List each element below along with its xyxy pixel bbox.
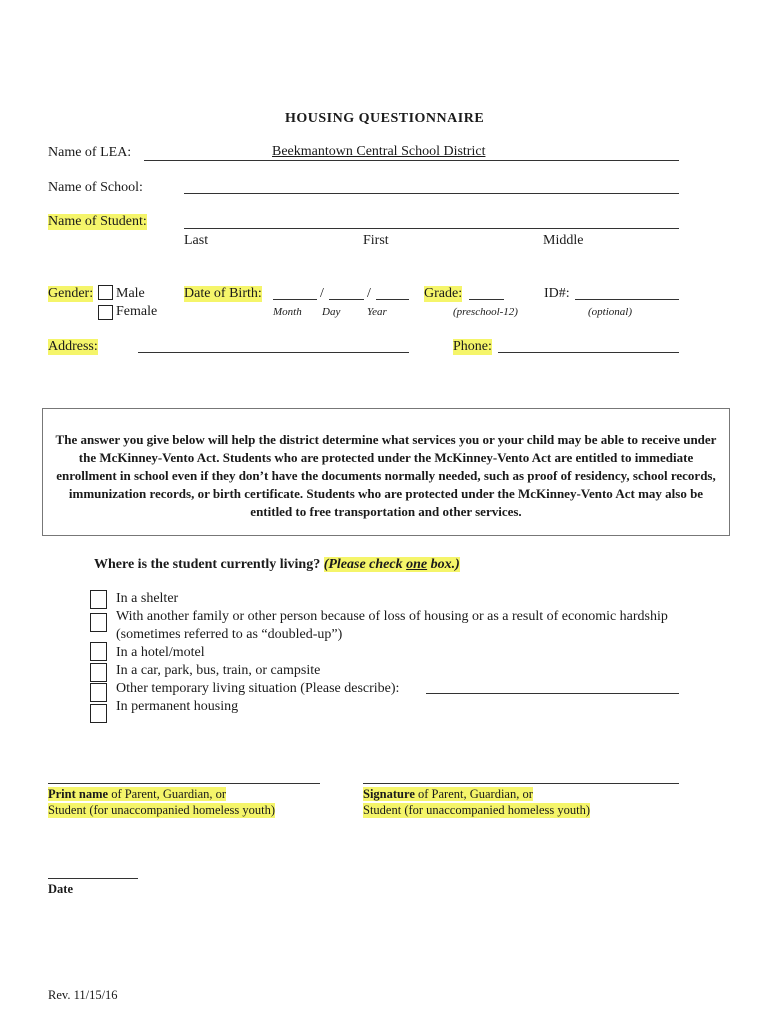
- student-field-line[interactable]: [184, 228, 679, 229]
- option-doubled-up: With another family or other person because of loss of housing or as a result of economic hardship: [116, 609, 668, 624]
- student-label: Name of Student:: [48, 214, 147, 229]
- living-question: [94, 557, 460, 573]
- dob-separator: /: [367, 286, 371, 301]
- instruction-part: (Please check: [323, 557, 407, 572]
- address-field-line[interactable]: [138, 352, 409, 353]
- notice-text: The answer you give below will help the district determine what services you or your child may be able to receive under the McKinney-Vento Act. Students who are protected under the McKinney-Vento Act are entitled to immediate enrollment in school even if they don’t have the documents normally needed, such as proof of residency, school records, immunization records, or birth certificate. Students who are protected under the McKinney-Vento Act may also be entitled to free transportation and other services.: [55, 432, 717, 519]
- notice-box: [42, 408, 730, 536]
- page-title: HOUSING QUESTIONNAIRE: [285, 111, 485, 126]
- grade-hint: (preschool-12): [453, 306, 518, 318]
- print-name-rest: of Parent, Guardian, or: [108, 787, 227, 801]
- permanent-checkbox[interactable]: [90, 704, 107, 723]
- signature-rest: of Parent, Guardian, or: [414, 787, 533, 801]
- print-name-bold: Print name: [48, 787, 109, 801]
- signature-line[interactable]: [363, 783, 679, 784]
- option-permanent: In permanent housing: [116, 699, 239, 714]
- date-label: Date: [48, 882, 73, 896]
- print-name-line[interactable]: [48, 783, 320, 784]
- dob-day-line[interactable]: [329, 299, 364, 300]
- school-field-line[interactable]: [184, 193, 679, 194]
- shelter-checkbox[interactable]: [90, 590, 107, 609]
- print-name-caption-line2: Student (for unaccompanied homeless youth): [48, 803, 276, 817]
- female-checkbox[interactable]: [98, 305, 113, 320]
- id-hint: (optional): [588, 306, 632, 318]
- name-part-first: First: [363, 233, 389, 248]
- id-label: ID#:: [544, 286, 570, 301]
- school-label: Name of School:: [48, 180, 143, 195]
- grade-field-line[interactable]: [469, 299, 504, 300]
- dob-label: Date of Birth:: [184, 286, 262, 301]
- other-temporary-checkbox[interactable]: [90, 683, 107, 702]
- signature-caption-line2: Student (for unaccompanied homeless youth): [363, 803, 591, 817]
- male-label: Male: [116, 286, 145, 301]
- dob-year-hint: Year: [367, 306, 387, 318]
- option-hotel: In a hotel/motel: [116, 645, 205, 660]
- gender-label: Gender:: [48, 286, 94, 301]
- question-instruction: [324, 557, 460, 572]
- instruction-part: box.): [427, 557, 460, 572]
- dob-year-line[interactable]: [376, 299, 409, 300]
- car-park-checkbox[interactable]: [90, 663, 107, 682]
- option-other-temporary: Other temporary living situation (Please describe):: [116, 681, 400, 696]
- other-describe-line[interactable]: [426, 693, 679, 694]
- instruction-one: one: [406, 557, 428, 572]
- dob-month-line[interactable]: [273, 299, 317, 300]
- phone-field-line[interactable]: [498, 352, 679, 353]
- name-part-middle: Middle: [543, 233, 584, 248]
- dob-day-hint: Day: [322, 306, 341, 318]
- phone-label: Phone:: [453, 339, 492, 354]
- name-part-last: Last: [184, 233, 209, 248]
- dob-separator: /: [320, 286, 324, 301]
- doubled-up-checkbox[interactable]: [90, 613, 107, 632]
- grade-label: Grade:: [424, 286, 463, 301]
- female-label: Female: [116, 304, 158, 319]
- option-car-park: In a car, park, bus, train, or campsite: [116, 663, 321, 678]
- hotel-checkbox[interactable]: [90, 642, 107, 661]
- male-checkbox[interactable]: [98, 285, 113, 300]
- option-shelter: In a shelter: [116, 591, 179, 606]
- dob-month-hint: Month: [273, 306, 302, 318]
- print-name-caption: [48, 787, 226, 802]
- question-text: Where is the student currently living?: [94, 557, 321, 572]
- signature-bold: Signature: [363, 787, 415, 801]
- revision-label: Rev. 11/15/16: [48, 988, 118, 1002]
- option-doubled-up-note: (sometimes referred to as “doubled-up”): [116, 627, 343, 642]
- id-field-line[interactable]: [575, 299, 679, 300]
- lea-value: Beekmantown Central School District: [272, 144, 486, 159]
- print-name-caption-line1: [48, 787, 226, 801]
- lea-field-line[interactable]: [144, 160, 679, 161]
- address-label: Address:: [48, 339, 98, 354]
- lea-label: Name of LEA:: [48, 145, 132, 160]
- signature-caption-line1: [363, 787, 533, 801]
- date-line[interactable]: [48, 878, 138, 879]
- signature-caption: [363, 787, 533, 802]
